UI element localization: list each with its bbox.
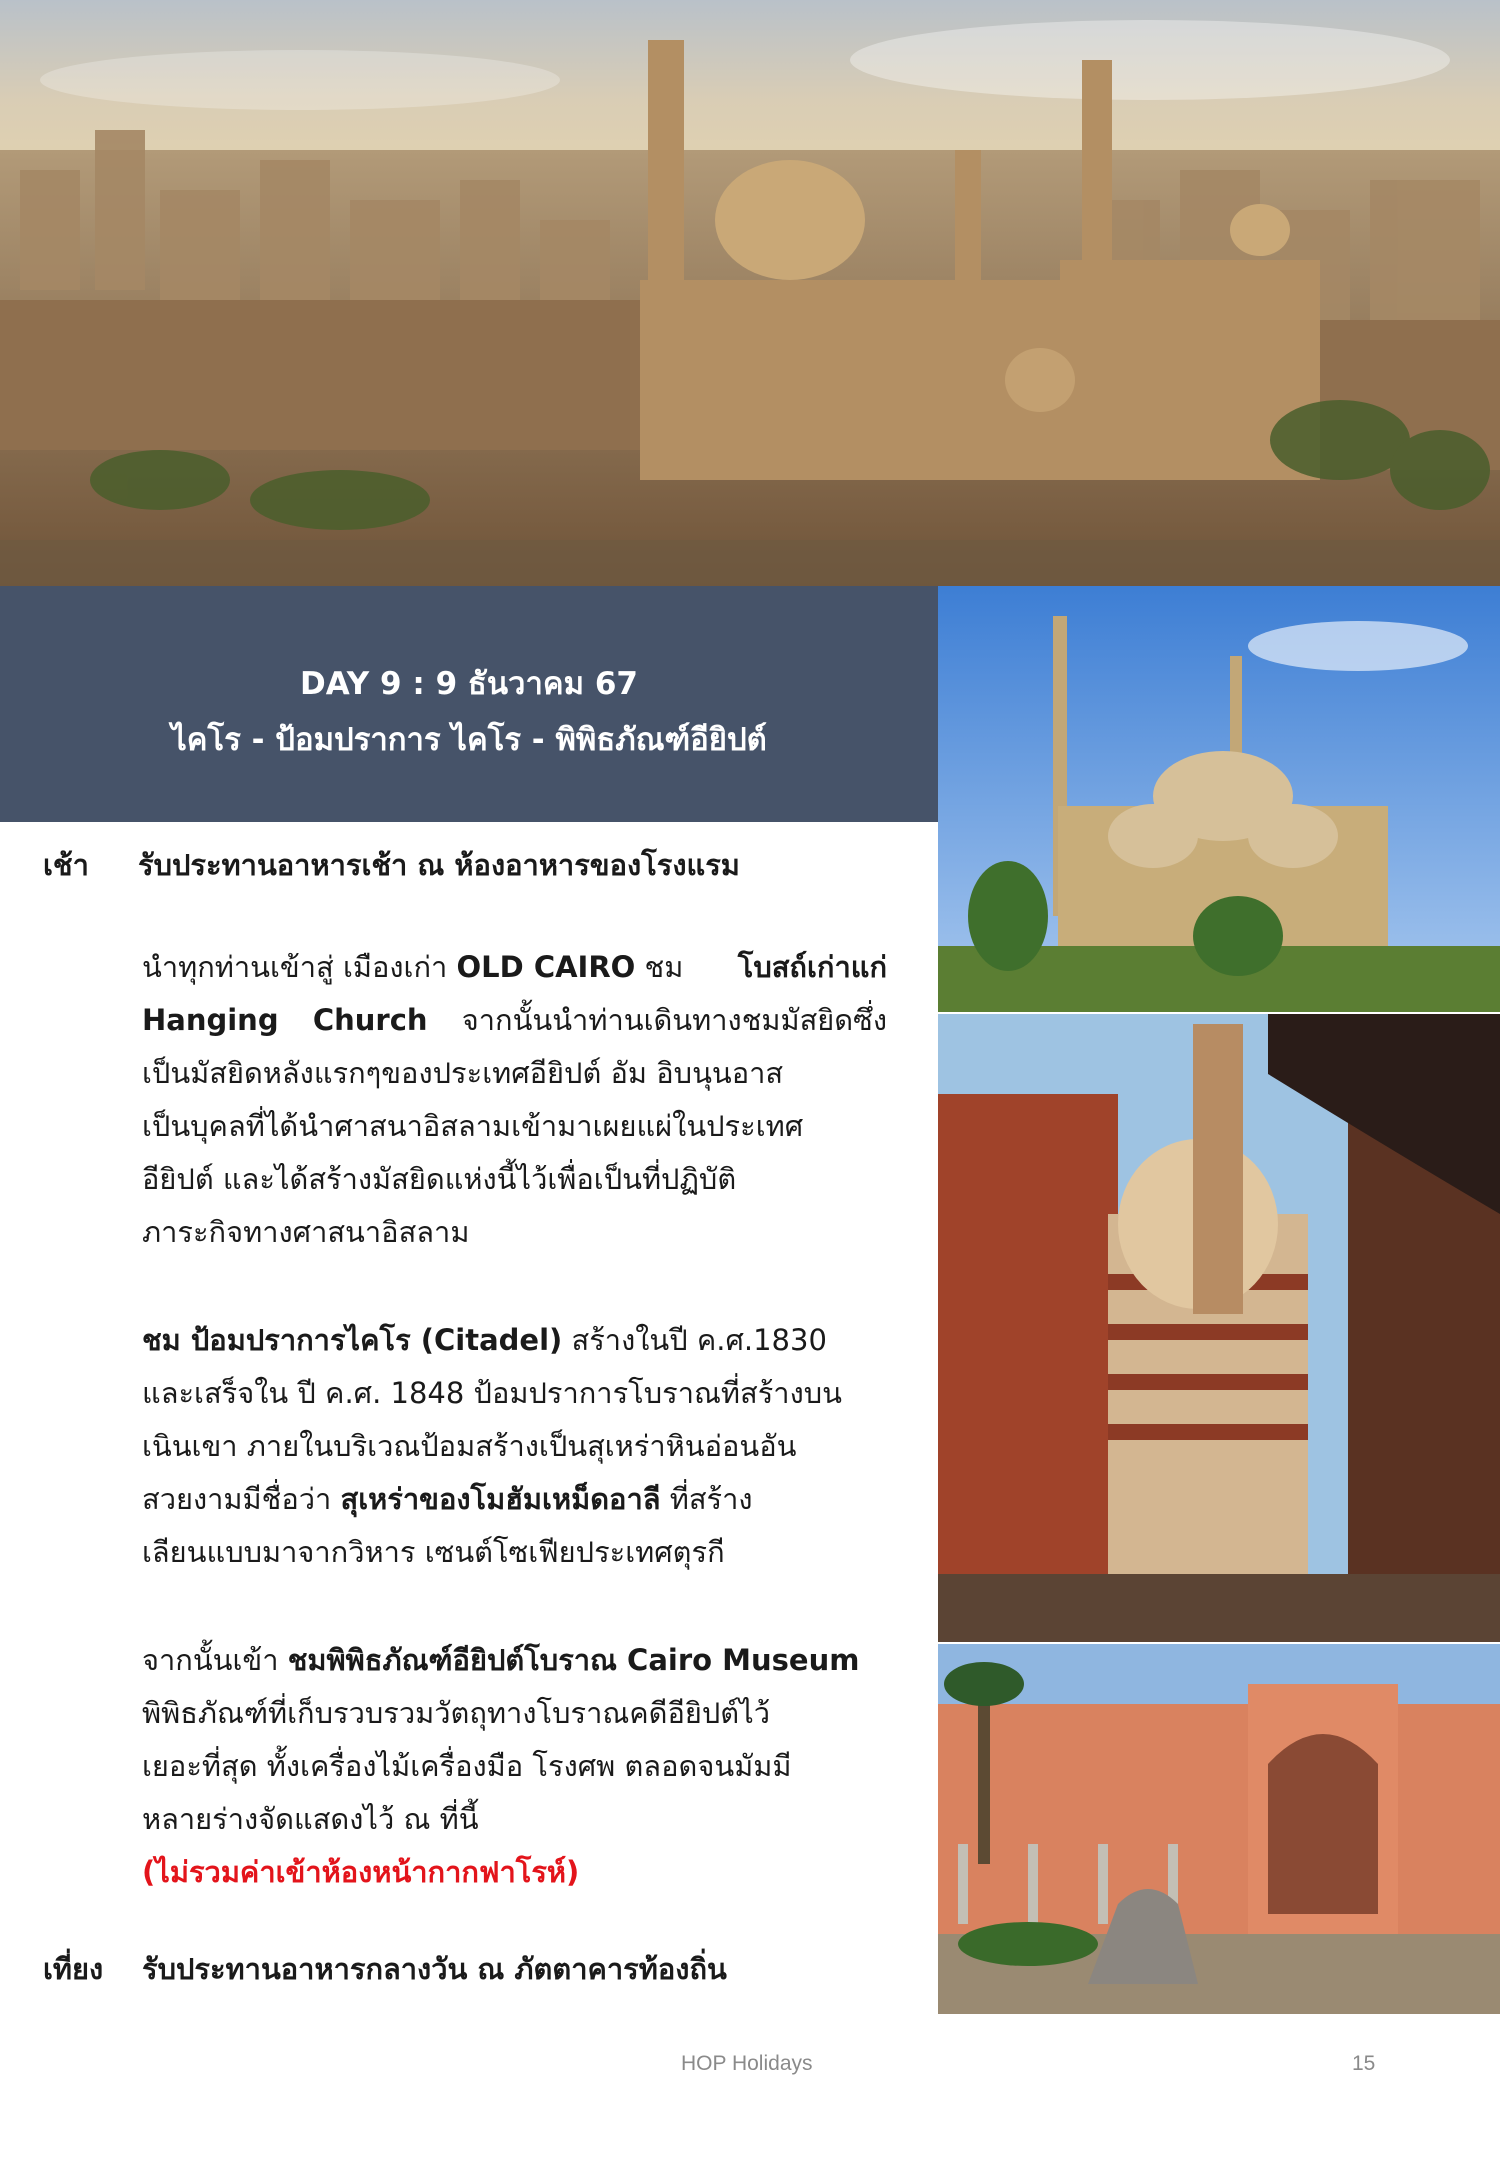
para3-line3: เยอะที่สุด ทั้งเครื่องไม้เครื่องมือ โรงศพ ตลอดจนมัมมี	[142, 1749, 792, 1783]
page-number: 15	[1352, 2052, 1376, 2075]
para1-line3: เป็นมัสยิดหลังแรกๆของประเทศอียิปต์ อัม อิบนุนอาส	[142, 1056, 784, 1090]
para1-line2: Hanging Church จากนั้นนำท่านเดินทางชมมัสยิดซึ่ง	[142, 1003, 887, 1037]
para3-line2: พิพิธภัณฑ์ที่เก็บรวบรวมวัตถุทางโบราณคดีอียิปต์ไว้	[142, 1696, 771, 1730]
day-route: ไคโร - ป้อมปราการ ไคโร - พิพิธภัณฑ์อียิปต์	[171, 722, 767, 758]
para3-line4: หลายร่างจัดแสดงไว้ ณ ที่นี้	[142, 1802, 479, 1836]
para3-note-excluded-fee: (ไม่รวมค่าเข้าห้องหน้ากากฟาโรห์)	[142, 1855, 580, 1889]
day-title: DAY 9 : 9 ธันวาคม 67	[300, 666, 638, 702]
para1-line6: ภาระกิจทางศาสนาอิสลาม	[142, 1215, 470, 1249]
photo-egyptian-museum	[938, 1644, 1500, 2014]
para2-line2: และเสร็จใน ปี ค.ศ. 1848 ป้อมปราการโบราณที่สร้างบน	[142, 1376, 842, 1410]
para2-line1: ชม ป้อมปราการไคโร (Citadel) สร้างในปี ค.ศ.1830	[142, 1323, 827, 1357]
meal-text-breakfast: รับประทานอาหารเช้า ณ ห้องอาหารของโรงแรม	[138, 848, 740, 882]
footer-brand: HOP Holidays	[681, 2052, 813, 2075]
para2-line4: สวยงามมีชื่อว่า สุเหร่าของโมฮัมเหม็ดอาลี ที่สร้าง	[142, 1482, 753, 1516]
paragraph-cairo-museum	[142, 1634, 887, 1899]
para2-line5: เลียนแบบมาจากวิหาร เซนต์โซเฟียประเทศตุรกี	[142, 1535, 725, 1569]
para1-line1: นำทุกท่านเข้าสู่ เมืองเก่า OLD CAIRO ชม โบสถ์เก่าแก่	[142, 950, 887, 984]
para2-line3: เนินเขา ภายในบริเวณป้อมสร้างเป็นสุเหร่าหินอ่อนอัน	[142, 1429, 797, 1463]
para3-line1: จากนั้นเข้า ชมพิพิธภัณฑ์อียิปต์โบราณ Cairo Museum	[142, 1643, 860, 1677]
paragraph-citadel	[142, 1314, 887, 1579]
meal-text-lunch: รับประทานอาหารกลางวัน ณ ภัตตาคารท้องถิ่น	[142, 1952, 727, 1986]
paragraph-old-cairo	[142, 941, 887, 1259]
meal-label-morning: เช้า	[43, 848, 89, 882]
meal-label-lunch: เที่ยง	[43, 1952, 104, 1986]
hero-photo-cairo-skyline	[0, 0, 1500, 586]
day-header-band	[0, 586, 938, 822]
para1-line4: เป็นบุคลที่ได้นำศาสนาอิสลามเข้ามาเผยแผ่ในประเทศ	[142, 1109, 804, 1143]
para1-line5: อียิปต์ และได้สร้างมัสยิดแห่งนี้ไว้เพื่อเป็นที่ปฏิบัติ	[142, 1162, 737, 1196]
photo-old-cairo-street	[938, 1014, 1500, 1642]
photo-citadel-mosque	[938, 586, 1500, 1012]
